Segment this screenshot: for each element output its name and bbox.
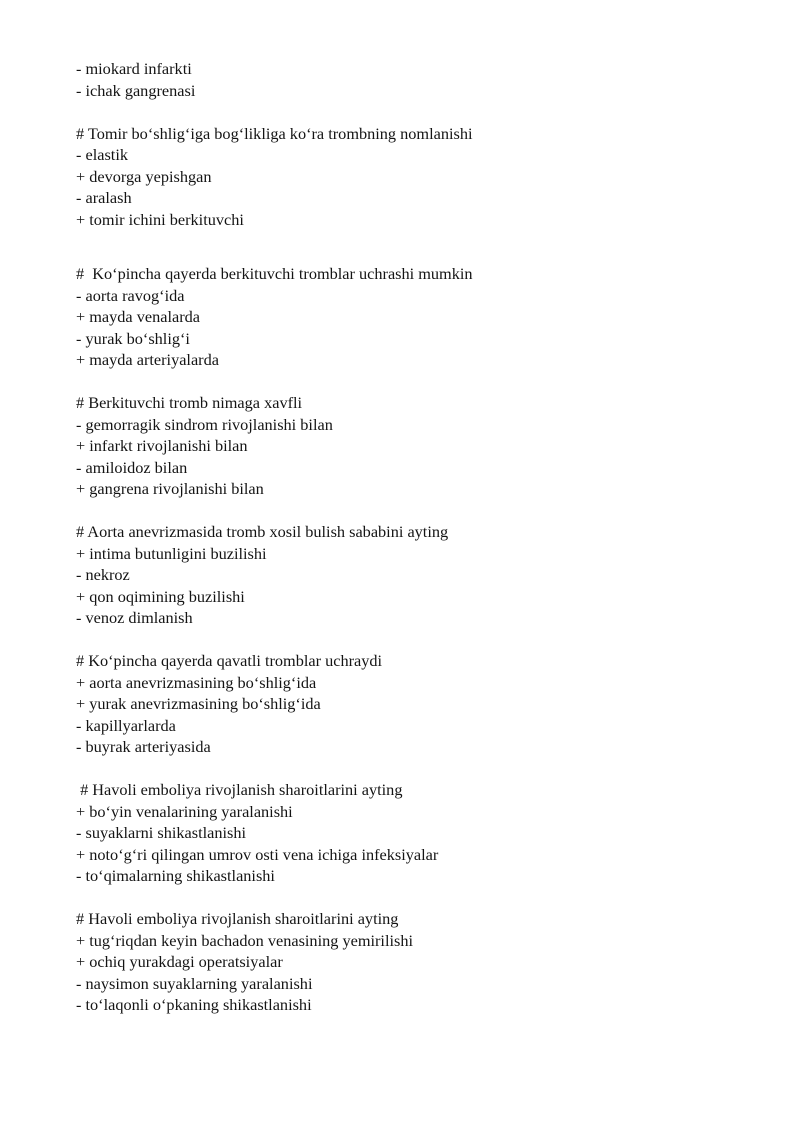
answer-option: - gemorragik sindrom rivojlanishi bilan <box>76 414 333 434</box>
blank-line <box>76 371 766 393</box>
answer-option: - miokard infarkti <box>76 59 192 78</box>
blank-line <box>76 758 766 780</box>
blank-line <box>76 629 766 651</box>
answer-option: + qon oqimining buzilishi <box>76 586 245 606</box>
answer-option: - nekroz <box>76 565 130 584</box>
answer-option: - venoz dimlanish <box>76 608 193 627</box>
answer-option: - elastik <box>76 145 128 164</box>
answer-option: + mayda venalarda <box>76 307 200 326</box>
answer-option: + devorga yepishgan <box>76 166 212 186</box>
answer-option: - kapillyarlarda <box>76 715 176 735</box>
blank-line <box>76 887 766 909</box>
answer-option: + tomir ichini berkituvchi <box>76 209 244 229</box>
question-heading: # Havoli emboliya rivojlanish sharoitlarini ayting <box>76 780 403 799</box>
answer-option: + intima butunligini buzilishi <box>76 543 267 563</box>
answer-option: - buyrak arteriyasida <box>76 737 211 756</box>
answer-option: - suyaklarni shikastlanishi <box>76 823 247 842</box>
answer-option: + noto‘g‘ri qilingan umrov osti vena ichiga infeksiyalar <box>76 844 439 864</box>
answer-option: - to‘laqonli o‘pkaning shikastlanishi <box>76 995 312 1014</box>
answer-option: + aorta anevrizmasining bo‘shlig‘ida <box>76 672 317 692</box>
answer-option: + gangrena rivojlanishi bilan <box>76 479 264 498</box>
answer-option: - yurak bo‘shlig‘i <box>76 328 190 348</box>
document-page <box>76 58 766 1016</box>
blank-line <box>76 230 766 263</box>
answer-option: - naysimon suyaklarning yaralanishi <box>76 973 313 993</box>
question-heading: # Ko‘pincha qayerda qavatli tromblar uchraydi <box>76 651 383 670</box>
answer-option: + infarkt rivojlanishi bilan <box>76 436 248 455</box>
answer-option: + bo‘yin venalarining yaralanishi <box>76 801 293 821</box>
blank-line <box>76 101 766 123</box>
answer-option: - ichak gangrenasi <box>76 80 196 100</box>
question-heading: # Aorta anevrizmasida tromb xosil bulish sababini ayting <box>76 522 449 541</box>
answer-option: + mayda arteriyalarda <box>76 350 219 369</box>
blank-line <box>76 500 766 522</box>
question-heading: # Havoli emboliya rivojlanish sharoitlarini ayting <box>76 909 399 928</box>
answer-option: - aorta ravog‘ida <box>76 285 185 305</box>
answer-option: - aralash <box>76 188 132 207</box>
question-heading: # Berkituvchi tromb nimaga xavfli <box>76 393 303 412</box>
answer-option: + ochiq yurakdagi operatsiyalar <box>76 952 283 971</box>
answer-option: + tug‘riqdan keyin bachadon venasining yemirilishi <box>76 930 413 950</box>
answer-option: - to‘qimalarning shikastlanishi <box>76 866 275 885</box>
answer-option: - amiloidoz bilan <box>76 457 188 477</box>
answer-option: + yurak anevrizmasining bo‘shlig‘ida <box>76 694 321 713</box>
question-heading: # Tomir bo‘shlig‘iga bog‘likliga ko‘ra trombning nomlanishi <box>76 123 473 143</box>
question-heading: # Ko‘pincha qayerda berkituvchi tromblar uchrashi mumkin <box>76 264 473 283</box>
